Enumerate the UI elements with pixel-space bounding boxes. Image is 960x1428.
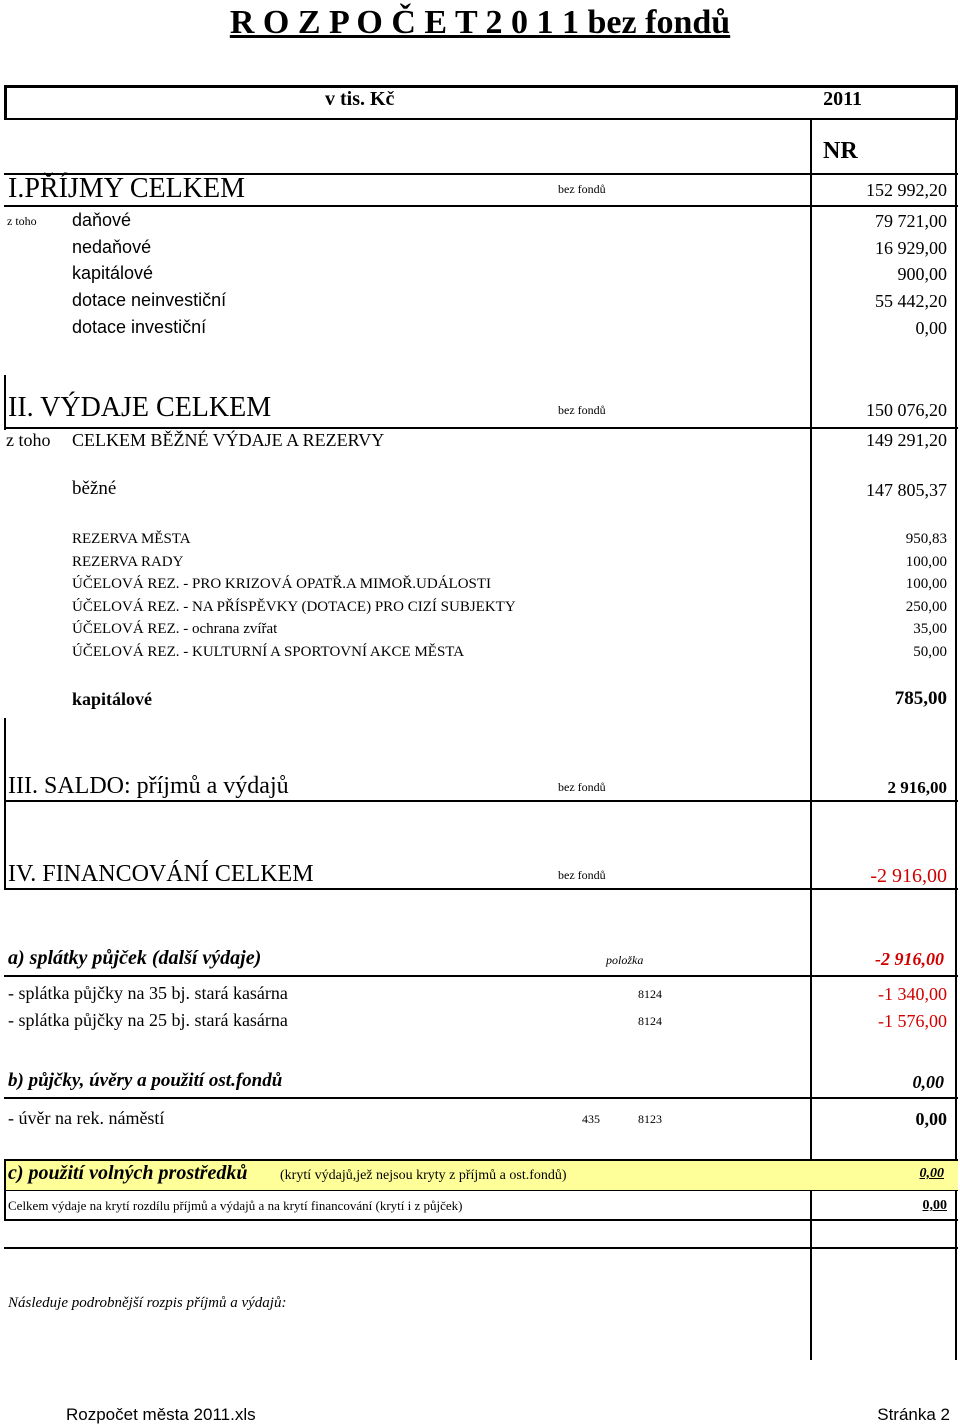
header-bottom-border (4, 118, 958, 120)
section-b-value: 0,00 (912, 1072, 944, 1092)
income-item-label: dotace investiční (72, 317, 207, 337)
reserve-value: 950,83 (905, 531, 947, 547)
section-b-title: b) půjčky, úvěry a použití ost.fondů (8, 1070, 283, 1091)
summary-border (4, 1219, 958, 1221)
income-item-label: dotace neinvestiční (72, 290, 227, 310)
section-b-border (4, 1097, 958, 1099)
summary-label: Celkem výdaje na krytí rozdílu příjmů a výdajů a na krytí financování (krytí i z půjček) (8, 1198, 463, 1213)
financing-value: -2 916,00 (870, 865, 947, 887)
column-header: NR (823, 138, 858, 164)
reserve-label: ÚČELOVÁ REZ. - KULTURNÍ A SPORTOVNÍ AKCE MĚSTA (72, 644, 465, 660)
capital-expenses-label: kapitálové (72, 689, 153, 709)
reserve-value: 50,00 (913, 644, 947, 660)
reserve-label: REZERVA RADY (72, 554, 184, 570)
section-a-tag: položka (606, 953, 644, 967)
reserve-label: ÚČELOVÁ REZ. - NA PŘÍSPĚVKY (DOTACE) PRO CIZÍ SUBJEKTY (72, 599, 516, 615)
year-label: 2011 (823, 88, 862, 110)
income-item-label: daňové (72, 210, 132, 230)
credit-value: 0,00 (915, 1109, 947, 1129)
saldo-tag: bez fondů (558, 780, 606, 794)
summary-value: 0,00 (922, 1198, 947, 1213)
section-a-border (4, 975, 958, 977)
expenses-title: II. VÝDAJE CELKEM (8, 392, 272, 423)
loan-repayment-label: - splátka půjčky na 35 bj. stará kasárna (8, 983, 288, 1003)
header-left-border (4, 85, 7, 120)
expenses-sub-label: CELKEM BĚŽNÉ VÝDAJE A REZERVY (72, 430, 385, 450)
footer-page: Stránka 2 (877, 1405, 950, 1424)
reserve-value: 100,00 (905, 576, 947, 592)
saldo-left-border (4, 718, 6, 802)
saldo-title: III. SALDO: příjmů a výdajů (8, 773, 289, 799)
section-a-title: a) splátky půjček (další výdaje) (8, 947, 262, 969)
loan-repayment-code: 8124 (638, 987, 662, 1001)
income-tag: bez fondů (558, 182, 606, 196)
unit-label: v tis. Kč (325, 88, 395, 110)
income-ztoho: z toho (7, 214, 37, 228)
running-expenses-value: 147 805,37 (866, 480, 947, 500)
financing-left-border (4, 802, 6, 890)
credit-label: - úvěr na rek. náměstí (8, 1108, 165, 1128)
saldo-value: 2 916,00 (887, 778, 947, 797)
reserve-value: 250,00 (905, 599, 947, 615)
income-item-value: 79 721,00 (875, 211, 947, 231)
credit-paragraph: 435 (582, 1112, 600, 1126)
income-item-label: nedaňové (72, 237, 152, 257)
income-item-value: 0,00 (915, 318, 947, 338)
page-title: R O Z P O Č E T 2 0 1 1 bez fondů (229, 4, 731, 41)
reserve-label: REZERVA MĚSTA (72, 531, 191, 547)
section-c-bottom-border (4, 1190, 958, 1191)
loan-repayment-value: -1 576,00 (878, 1011, 947, 1031)
income-title: I.PŘÍJMY CELKEM (8, 173, 245, 204)
section-c-note: (krytí výdajů,jež nejsou kryty z příjmů a ost.fondů) (280, 1168, 567, 1183)
section-a-value: -2 916,00 (875, 949, 944, 969)
header-right-border (955, 85, 958, 120)
section-c-value: 0,00 (919, 1166, 944, 1181)
header-top-border (4, 85, 958, 88)
income-bottom-border (4, 205, 958, 207)
section-c-top-border (4, 1159, 958, 1161)
expenses-ztoho: z toho (6, 430, 51, 450)
reserve-label: ÚČELOVÁ REZ. - ochrana zvířat (72, 621, 278, 637)
expenses-border (4, 427, 958, 429)
expenses-left-border (4, 375, 6, 430)
reserve-value: 100,00 (905, 554, 947, 570)
income-item-value: 16 929,00 (875, 238, 947, 258)
capital-expenses-value: 785,00 (894, 688, 947, 709)
follow-note: Následuje podrobnější rozpis příjmů a výdajů: (8, 1295, 287, 1311)
expenses-sub-value: 149 291,20 (866, 430, 947, 450)
income-item-value: 900,00 (897, 264, 947, 284)
reserve-value: 35,00 (913, 621, 947, 637)
financing-border (4, 888, 958, 890)
financing-tag: bez fondů (558, 868, 606, 882)
income-item-value: 55 442,20 (875, 291, 947, 311)
running-expenses-label: běžné (72, 478, 117, 499)
reserve-label: ÚČELOVÁ REZ. - PRO KRIZOVÁ OPATŘ.A MIMOŘ.UDÁLOSTI (72, 576, 492, 592)
expenses-total: 150 076,20 (866, 400, 947, 420)
credit-code: 8123 (638, 1112, 662, 1126)
section-c-title: c) použití volných prostředků (8, 1162, 248, 1184)
saldo-border (4, 800, 958, 802)
footer-filename: Rozpočet města 2011.xls (66, 1405, 256, 1424)
loan-repayment-code: 8124 (638, 1014, 662, 1028)
financing-title: IV. FINANCOVÁNÍ CELKEM (8, 861, 314, 887)
expenses-tag: bez fondů (558, 403, 606, 417)
loan-repayment-value: -1 340,00 (878, 984, 947, 1004)
loan-repayment-label: - splátka půjčky na 25 bj. stará kasárna (8, 1010, 288, 1030)
income-item-label: kapitálové (72, 263, 154, 283)
lower-border (4, 1247, 958, 1249)
income-total: 152 992,20 (866, 180, 947, 200)
